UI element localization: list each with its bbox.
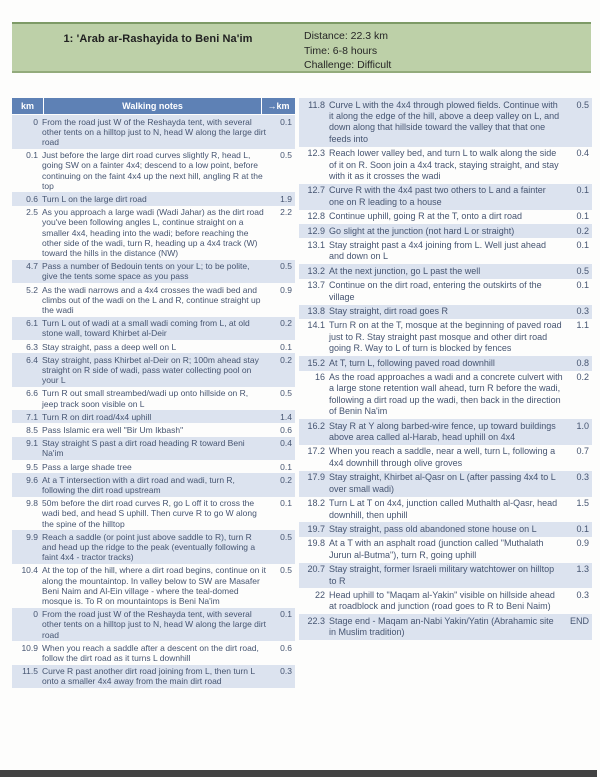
row-next-km: 1.3 [576,564,589,575]
row-walking-note: At the next junction, go L past the well [329,265,481,276]
row-next-km: 0.9 [576,538,589,549]
row-next-km: 0.2 [280,474,292,485]
row-walking-note: Stay R at Y along barbed-wire fence, up toward buildings above area called al-Harab, head uphill on 4x4 [329,420,556,443]
row-next-km: 0.6 [280,642,292,653]
row-km: 10.9 [21,642,38,653]
row-next-km: 0.5 [280,388,292,399]
table-row [12,340,295,353]
row-next-km: 0.5 [280,565,292,576]
table-row [12,353,295,387]
row-km: 6.3 [26,341,38,352]
row-next-km: 0.1 [576,185,589,196]
row-walking-note: Pass a number of Bedouin tents on your L; to be polite, give the tents some space as you pass [42,261,250,282]
row-walking-note: As the wadi narrows and a 4x4 crosses the wadi bed and climbs out of the wadi on the L and R, continue straight up the wadi [42,284,261,315]
row-walking-note: Head uphill to "Maqam al-Yakin" visible on hillside ahead at roadblock and junction (road goes to R to Beni Naim) [329,589,555,612]
table-row [12,192,295,205]
table-row [299,224,592,238]
row-next-km: 0.1 [280,461,292,472]
row-km: 16 [314,372,325,383]
row-next-km: 0.2 [280,318,292,329]
table-row [299,98,592,147]
table-row [12,473,295,496]
row-next-km: 1.0 [576,420,589,431]
row-km: 17.2 [307,446,325,457]
table-row [12,641,295,664]
row-walking-note: Reach lower valley bed, and turn L to walk along the side of it on R. Soon join a 4x4 track, staying straight, and stay with it as it crosses the wadi [329,148,559,181]
stage-title: 1: 'Arab ar-Rashayida to Beni Na'im [63,33,253,45]
row-km: 0 [33,116,38,127]
row-walking-note: Curve R with the 4x4 past two others to L and a fainter one on R leading to a house [329,185,546,207]
row-km: 6.6 [26,388,38,399]
row-km: 13.8 [307,306,325,316]
row-next-km: 1.5 [576,498,589,509]
row-next-km: 2.2 [280,207,292,218]
row-km: 9.1 [26,438,38,449]
stage-header-banner [12,22,591,73]
row-walking-note: Continue on the dirt road, entering the outskirts of the village [329,280,542,302]
row-walking-note: Turn R on at the T, mosque at the beginning of paved road just to R. Stay straight past mosque and other dirt road going R. Way to L of turn is blocked by fences [329,320,562,354]
row-next-km: 1.9 [280,193,292,204]
row-km: 12.7 [307,185,325,196]
column-header-walking-notes: Walking notes [44,98,261,114]
row-walking-note: Turn L on the large dirt road [42,193,147,204]
row-walking-note: At a T with an asphalt road (junction called "Muthalath Jurun al-Butma"), turn R, going uphill [329,538,544,560]
row-km: 6.1 [26,318,38,329]
table-header-row [12,98,295,114]
row-walking-note: Pass a large shade tree [42,461,132,472]
row-walking-note: Just before the large dirt road curves slightly R, head L, going SW on a fainter 4x4; descend to a low point, before continuing on the faint 4x4 up the next hill, angling R at the top [42,150,263,191]
row-next-km: 0.1 [576,280,589,291]
row-next-km: 0.5 [576,99,589,110]
stage-distance: Distance: 22.3 km [304,30,389,42]
column-header-km: km [12,98,43,114]
row-walking-note: Turn L at T on 4x4, junction called Muthalth al-Qasr, head downhill, then uphill [329,498,558,520]
row-km: 7.1 [26,411,38,422]
row-next-km: 1.1 [576,320,589,331]
table-row [12,149,295,193]
row-walking-note: Stay straight past a 4x4 joining from L. Well just ahead and down on L [329,239,546,262]
row-next-km: 0.9 [280,284,292,295]
row-walking-note: As you approach a large wadi (Wadi Jahar) as the dirt road you've been following angles L, continue straight on a smaller 4x4, heading into the wadi; before reaching the other side of the wadi, turn R, heading up a 4x4 track (W) toward the hills in the distance (NW) [42,207,264,258]
row-walking-note: Reach a saddle (or point just above saddle to R), turn R and head up the ridge to the peak (eventually following a faint 4x4 - tractor tracks) [42,531,256,563]
table-row [299,264,592,278]
table-row [12,410,295,423]
row-walking-note: Stay straight, pass old abandoned stone house on L [329,523,537,534]
row-next-km: 0.1 [280,609,292,620]
row-next-km: 0.3 [576,589,589,600]
row-km: 9.6 [26,474,38,485]
row-walking-note: Stay straight, Khirbet al-Qasr on L (after passing 4x4 to L over small wadi) [329,472,556,494]
row-km: 4.7 [26,261,38,272]
row-next-km: 0.1 [280,498,292,509]
row-walking-note: At the top of the hill, where a dirt road begins, continue on it along the mountaintop. In valley below to SW are Masafer Beni Naim and Al-Ein village - where the teal-domed mosque is. To R on mountaintops is Beni Na'im [42,565,266,607]
row-walking-note: From the road just W of the Reshayda tent, with several other tents on a hilltop just to N, head W along the large dirt road [42,609,266,640]
table-row [12,665,295,688]
row-km: 9.8 [26,498,38,509]
row-next-km: 0.3 [576,472,589,483]
row-walking-note: Continue uphill, going R at the T, onto a dirt road [329,211,522,222]
row-km: 5.2 [26,284,38,295]
table-row [299,588,592,614]
row-walking-note: At T, turn L, following paved road downhill [329,357,495,368]
row-next-km: 1.4 [280,411,292,422]
walking-notes-table-right [299,98,592,640]
row-km: 0.6 [26,193,38,204]
table-row [12,387,295,410]
row-km: 9.9 [26,531,38,542]
stage-info [304,24,591,71]
row-next-km: 0.3 [280,666,292,677]
row-walking-note: As the road approaches a wadi and a concrete culvert with a large stone retention wall ahead, turn R before the wadi, following a dirt road up the wadi, then back in the direction of Benin Na'im [329,372,563,417]
row-km: 6.4 [26,354,38,365]
row-km: 8.5 [26,424,38,435]
row-km: 12.8 [307,211,325,222]
table-row [299,537,592,563]
row-next-km: 0.6 [280,424,292,435]
row-km: 18.2 [307,498,325,509]
row-km: 13.1 [307,239,325,250]
row-km: 20.7 [307,564,325,575]
table-row [12,260,295,283]
row-km: 15.2 [307,357,325,368]
table-row [299,210,592,224]
row-km: 12.9 [307,225,325,236]
table-row [12,423,295,436]
row-walking-note: Stage end - Maqam an-Nabi Yakin/Yatin (Abrahamic site in Muslim tradition) [329,615,554,638]
stage-challenge: Challenge: Difficult [304,59,392,71]
table-rows-right [299,98,592,640]
row-walking-note: When you reach a saddle after a descent on the dirt road, follow the dirt road as it turns L downhill [42,642,259,664]
row-next-km: 0.2 [280,354,292,365]
row-next-km: 0.1 [280,341,292,352]
row-next-km: 0.5 [280,261,292,272]
row-km: 17.9 [307,472,325,483]
table-row [299,445,592,471]
row-next-km: END [569,615,589,626]
table-row [299,522,592,536]
table-row [299,184,592,210]
row-km: 16.2 [307,420,325,431]
table-row [12,317,295,340]
table-row [12,115,295,149]
table-row [299,419,592,445]
row-km: 11.5 [22,666,38,677]
row-walking-note: 50m before the dirt road curves R, go L off it to cross the wadi bed, and head S uphill. Then curve R to go W along the spine of the hilltop [42,498,257,529]
row-next-km: 0.1 [576,523,589,534]
table-rows-left [12,115,295,688]
row-walking-note: Stay straight S past a dirt road heading R toward Beni Na'im [42,438,245,459]
row-km: 13.7 [307,280,325,291]
table-row [12,564,295,608]
row-km: 19.7 [307,523,325,534]
row-next-km: 0.5 [280,531,292,542]
row-next-km: 0.5 [280,150,292,161]
row-walking-note: When you reach a saddle, near a well, turn L, following a 4x4 downhill through olive groves [329,446,556,468]
row-walking-note: Stay straight, dirt road goes R [329,306,449,316]
row-next-km: 0.4 [576,148,589,159]
row-walking-note: Curve L with the 4x4 through plowed fields. Continue with it along the edge of the hill, above a deep valley on L, and down along that hillside toward the valley that that one feeds into [329,99,560,144]
table-row [12,497,295,531]
row-next-km: 0.1 [280,116,292,127]
row-km: 10.4 [21,565,38,576]
row-km: 0 [33,609,38,620]
table-row [299,279,592,305]
row-walking-note: At a T intersection with a dirt road and wadi, turn R, following the dirt road upstream [42,474,235,495]
table-row [12,437,295,460]
table-row [299,238,592,264]
row-km: 0.1 [26,150,38,161]
row-walking-note: Curve R past another dirt road joining from L, then turn L onto a smaller 4x4 away from the main dirt road [42,666,255,687]
row-km: 12.3 [307,148,325,159]
row-walking-note: Turn R on dirt road/4x4 uphill [42,411,152,422]
row-next-km: 0.2 [576,372,589,383]
table-row [299,497,592,523]
table-row [299,147,592,184]
table-row [12,530,295,564]
stage-time: Time: 6-8 hours [304,44,378,57]
row-next-km: 0.8 [576,357,589,368]
row-next-km: 0.3 [576,306,589,316]
table-row [299,371,592,420]
row-km: 2.5 [26,207,38,218]
row-walking-note: Pass Islamic era well "Bir Um Ikbash" [42,424,184,435]
column-header-next-km: →km [262,98,295,114]
table-row [12,608,295,642]
row-next-km: 0.4 [280,438,292,449]
row-km: 9.5 [26,461,38,472]
table-row [12,283,295,317]
row-walking-note: Stay straight, pass Khirbet al-Deir on R; 100m ahead stay straight on R side of wadi, pass water collecting pool on your L [42,354,259,386]
row-walking-note: Turn L out of wadi at a small wadi coming from L, at old stone wall, toward Khirbet al-Deir [42,318,250,339]
row-walking-note: Turn R out small streambed/wadi up onto hillside on R, jeep track soon visible on L [42,388,249,409]
table-row [299,356,592,370]
row-next-km: 0.1 [576,239,589,250]
table-row [299,319,592,356]
row-next-km: 0.2 [576,225,589,236]
table-row [299,471,592,497]
table-row [299,614,592,640]
row-next-km: 0.1 [576,211,589,222]
row-km: 13.2 [307,265,325,276]
row-km: 22.3 [307,615,325,626]
row-km: 14.1 [307,320,325,331]
table-row [12,460,295,473]
scan-edge-bar [0,770,597,777]
table-row [12,206,295,260]
walking-notes-table-left [12,98,295,688]
row-km: 11.8 [308,99,325,110]
row-next-km: 0.5 [576,265,589,276]
table-row [299,305,592,319]
row-walking-note: Stay straight, pass a deep well on L [42,341,177,352]
row-km: 22 [314,589,325,600]
row-walking-note: From the road just W of the Reshayda tent, with several other tents on a hilltop just to N, head W along the large dirt road [42,116,266,147]
row-walking-note: Stay straight, former Israeli military watchtower on hilltop to R [329,564,555,586]
row-next-km: 0.7 [576,446,589,457]
row-km: 19.8 [307,538,325,549]
row-walking-note: Go slight at the junction (not hard L or straight) [329,225,515,236]
table-row [299,563,592,589]
